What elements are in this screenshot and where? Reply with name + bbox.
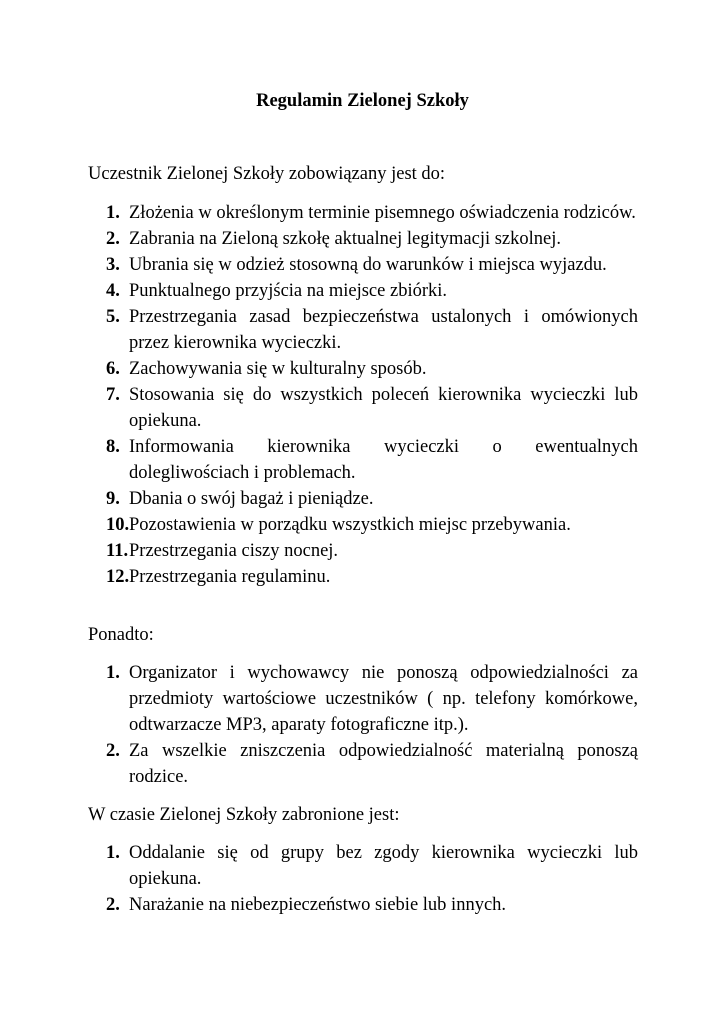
list-item-text: Ubrania się w odzież stosowną do warunków i miejsca wyjazdu. bbox=[129, 255, 607, 275]
list-item bbox=[88, 382, 638, 434]
additional-rules-list bbox=[88, 660, 638, 790]
list-item bbox=[88, 200, 638, 226]
list-item bbox=[88, 840, 638, 892]
list-item-text: Złożenia w określonym terminie pisemnego oświadczenia rodziców. bbox=[129, 203, 636, 223]
list-item-number: 1. bbox=[106, 843, 120, 863]
list-item bbox=[88, 892, 638, 918]
list-item-text: Zabrania na Zieloną szkołę aktualnej legitymacji szkolnej. bbox=[129, 229, 562, 249]
list-item bbox=[88, 356, 638, 382]
list-item-text: Narażanie na niebezpieczeństwo siebie lub innych. bbox=[129, 895, 507, 915]
list-item-number: 7. bbox=[106, 385, 120, 405]
list-item bbox=[88, 738, 638, 790]
list-item-text: Przestrzegania regulaminu. bbox=[129, 567, 331, 587]
obligations-list bbox=[88, 200, 638, 590]
list-item-number: 4. bbox=[106, 281, 120, 301]
list-item-text: Pozostawienia w porządku wszystkich miejsc przebywania. bbox=[129, 515, 571, 535]
list-item-text: Dbania o swój bagaż i pieniądze. bbox=[129, 489, 374, 509]
list-item-number: 2. bbox=[106, 741, 120, 761]
list-item bbox=[88, 278, 638, 304]
list-item-number: 9. bbox=[106, 489, 120, 509]
list-item-number: 6. bbox=[106, 359, 120, 379]
list-item-text: Przestrzegania ciszy nocnej. bbox=[129, 541, 339, 561]
list-item-number: 3. bbox=[106, 255, 120, 275]
section-heading-obligations: Uczestnik Zielonej Szkoły zobowiązany jest do: bbox=[88, 164, 446, 184]
list-item-number: 10. bbox=[106, 515, 130, 535]
list-item-number: 2. bbox=[106, 229, 120, 249]
section-heading-prohibited: W czasie Zielonej Szkoły zabronione jest: bbox=[88, 805, 400, 825]
list-item bbox=[88, 304, 638, 356]
list-item-number: 1. bbox=[106, 663, 120, 683]
list-item-text: Stosowania się do wszystkich poleceń kierownika wycieczki lub opiekuna. bbox=[129, 385, 638, 431]
section-heading-additionally: Ponadto: bbox=[88, 625, 154, 645]
list-item bbox=[88, 538, 638, 564]
list-item-text: Oddalanie się od grupy bez zgody kierownika wycieczki lub opiekuna. bbox=[129, 843, 638, 889]
list-item-number: 8. bbox=[106, 437, 120, 457]
list-item bbox=[88, 434, 638, 486]
list-item-text: Za wszelkie zniszczenia odpowiedzialność materialną ponoszą rodzice. bbox=[129, 741, 638, 787]
list-item-number: 12. bbox=[106, 567, 130, 587]
list-item-number: 1. bbox=[106, 203, 120, 223]
list-item bbox=[88, 226, 638, 252]
list-item-number: 5. bbox=[106, 307, 120, 327]
list-item-text: Informowania kierownika wycieczki o ewentualnych dolegliwościach i problemach. bbox=[129, 437, 638, 483]
prohibited-list bbox=[88, 840, 638, 918]
list-item bbox=[88, 660, 638, 738]
list-item-number: 11. bbox=[106, 541, 129, 561]
list-item-number: 2. bbox=[106, 895, 120, 915]
list-item bbox=[88, 486, 638, 512]
list-item bbox=[88, 512, 638, 538]
list-item bbox=[88, 252, 638, 278]
document-title: Regulamin Zielonej Szkoły bbox=[256, 91, 469, 111]
list-item-text: Punktualnego przyjścia na miejsce zbiórki. bbox=[129, 281, 448, 301]
list-item-text: Organizator i wychowawcy nie ponoszą odpowiedzialności za przedmioty wartościowe uczestników ( np. telefony komórkowe, odtwarzacze MP3, aparaty fotograficzne itp.). bbox=[129, 663, 638, 735]
list-item-text: Przestrzegania zasad bezpieczeństwa ustalonych i omówionych przez kierownika wycieczki. bbox=[129, 307, 638, 353]
list-item-text: Zachowywania się w kulturalny sposób. bbox=[129, 359, 427, 379]
list-item bbox=[88, 564, 638, 590]
